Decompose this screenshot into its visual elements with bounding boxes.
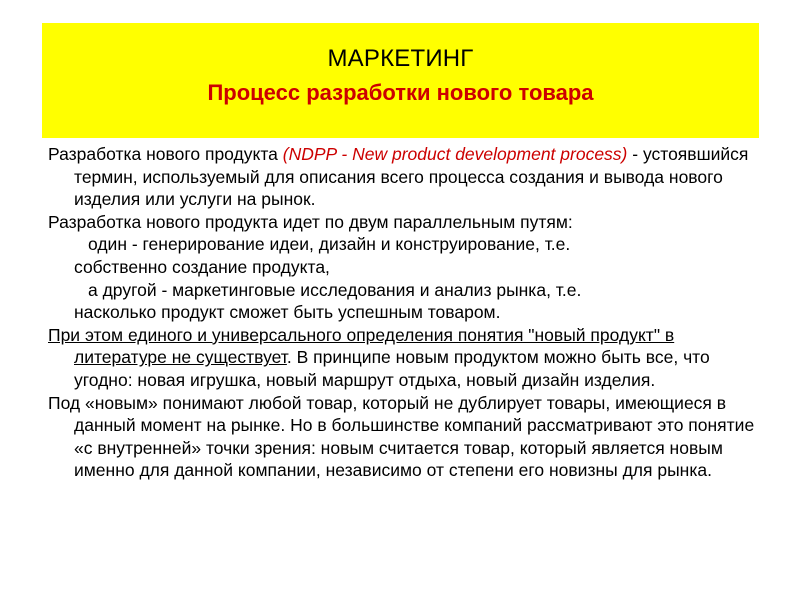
path-one-continued: собственно создание продукта, <box>74 256 330 277</box>
page-title: МАРКЕТИНГ <box>327 45 474 72</box>
paragraph-new-meaning: Под «новым» понимают любой товар, который не дублирует товары, имеющиеся в данный момент на рынке. Но в большинстве компаний рассматривают это понятие «с внутренней» точки зрения: новым считается товар, который является новым именно для данной компании, независимо от степени его новизны для рынка. <box>48 392 755 481</box>
path-two-continued: насколько продукт сможет быть успешным товаром. <box>74 302 501 323</box>
underlined-statement: При этом единого и универсального определения понятия "новый продукт" в литературе не существует <box>48 324 675 368</box>
paragraph-definition <box>48 143 760 211</box>
slide-body <box>48 143 760 482</box>
path-one: один - генерирование идеи, дизайн и конструирование, т.е. <box>88 234 571 255</box>
examples-text: . В принципе новым продуктом можно быть все, что угодно: новая игрушка, новый маршрут отдыха, новый дизайн изделия. <box>74 347 710 390</box>
definition-term: (NDPP - New product development process) <box>282 144 628 164</box>
title-band <box>42 23 759 138</box>
page-subtitle: Процесс разработки нового товара <box>207 80 594 105</box>
path-two: а другой - маркетинговые исследования и анализ рынка, т.е. <box>88 279 582 300</box>
paragraph-definition-absent <box>48 324 760 392</box>
definition-rest: - устоявшийся термин, используемый для описания всего процесса создания и вывода нового изделия или услуги на рынок. <box>74 144 749 210</box>
definition-lead: Разработка нового продукта <box>48 144 283 164</box>
paragraph-paths-lead: Разработка нового продукта идет по двум параллельным путям: <box>48 211 573 232</box>
